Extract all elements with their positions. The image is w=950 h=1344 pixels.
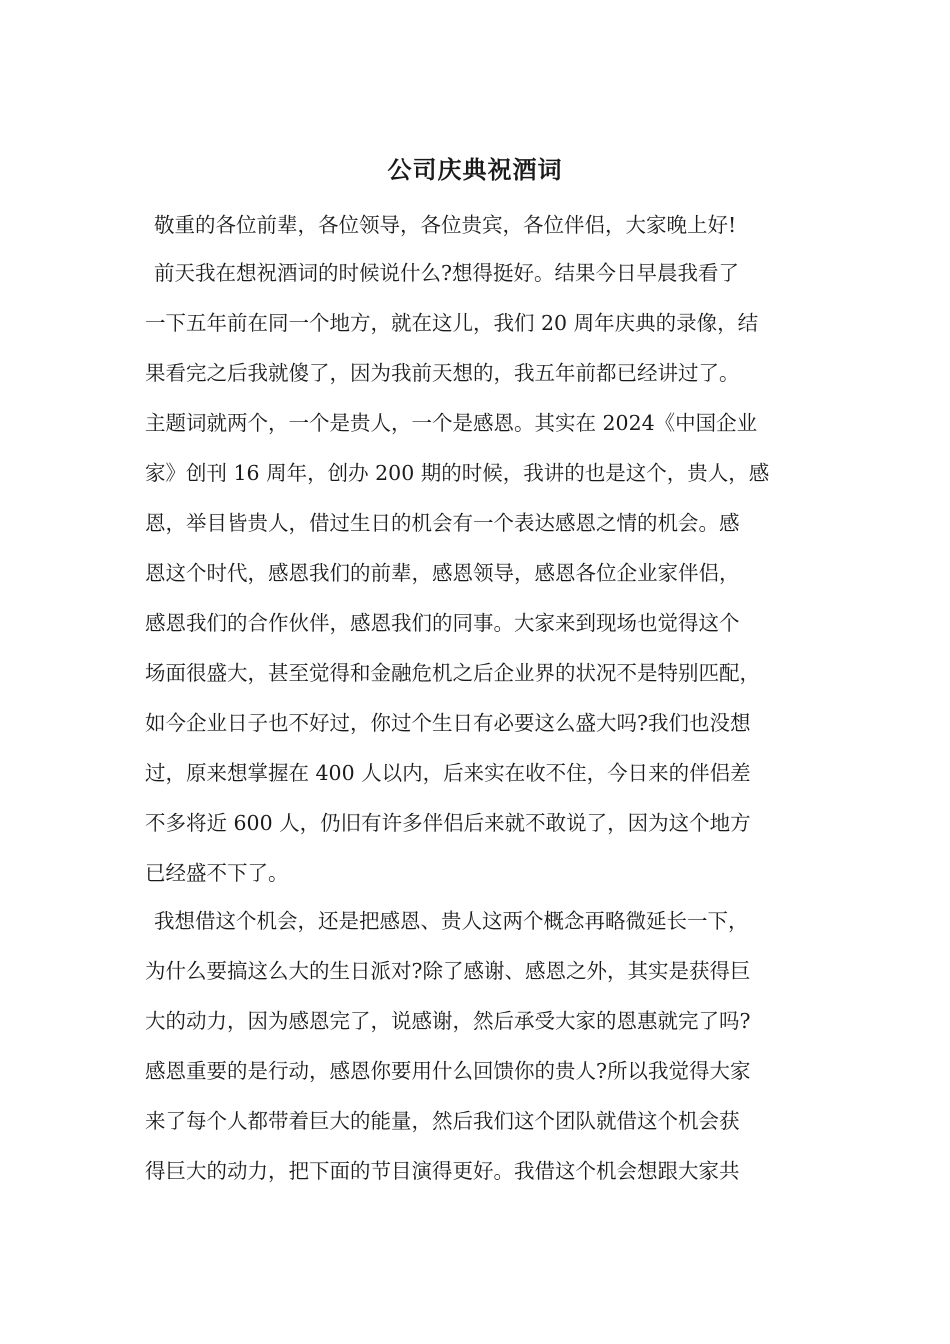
paragraph-line: 如今企业日子也不好过，你过个生日有必要这么盛大吗?我们也没想 <box>145 711 751 735</box>
paragraph-line: 过，原来想掌握在 400 人以内，后来实在收不住，今日来的伴侣差 <box>145 761 751 785</box>
paragraph-line: 前天我在想祝酒词的时候说什么?想得挺好。结果今日早晨我看了 <box>154 261 739 285</box>
paragraph-line: 已经盛不下了。 <box>145 861 289 885</box>
paragraph-line: 大的动力，因为感恩完了，说感谢，然后承受大家的恩惠就完了吗? <box>145 1009 751 1033</box>
paragraph-line: 为什么要搞这么大的生日派对?除了感谢、感恩之外，其实是获得巨 <box>145 959 751 983</box>
paragraph-line: 家》创刊 16 周年，创办 200 期的时候，我讲的也是这个，贵人，感 <box>145 461 770 485</box>
paragraph-line: 不多将近 600 人，仍旧有许多伴侣后来就不敢说了，因为这个地方 <box>145 811 751 835</box>
paragraph-line: 一下五年前在同一个地方，就在这儿，我们 20 周年庆典的录像，结 <box>145 311 759 335</box>
paragraph-line: 来了每个人都带着巨大的能量，然后我们这个团队就借这个机会获 <box>145 1109 740 1133</box>
paragraph-line: 主题词就两个，一个是贵人，一个是感恩。其实在 2024《中国企业 <box>145 411 758 435</box>
paragraph-line: 感恩我们的合作伙伴，感恩我们的同事。大家来到现场也觉得这个 <box>145 611 740 635</box>
document-title: 公司庆典祝酒词 <box>387 155 563 184</box>
paragraph-line: 果看完之后我就傻了，因为我前天想的，我五年前都已经讲过了。 <box>145 361 740 385</box>
greeting-line: 敬重的各位前辈，各位领导，各位贵宾，各位伴侣，大家晚上好! <box>154 213 737 237</box>
paragraph-line: 我想借这个机会，还是把感恩、贵人这两个概念再略微延长一下， <box>154 909 749 933</box>
paragraph-line: 恩这个时代，感恩我们的前辈，感恩领导，感恩各位企业家伴侣， <box>145 561 740 585</box>
paragraph-line: 感恩重要的是行动，感恩你要用什么回馈你的贵人?所以我觉得大家 <box>145 1059 751 1083</box>
paragraph-line: 恩，举目皆贵人，借过生日的机会有一个表达感恩之情的机会。感 <box>145 511 740 535</box>
paragraph-line: 得巨大的动力，把下面的节目演得更好。我借这个机会想跟大家共 <box>145 1159 740 1183</box>
paragraph-line: 场面很盛大，甚至觉得和金融危机之后企业界的状况不是特别匹配， <box>145 661 760 685</box>
